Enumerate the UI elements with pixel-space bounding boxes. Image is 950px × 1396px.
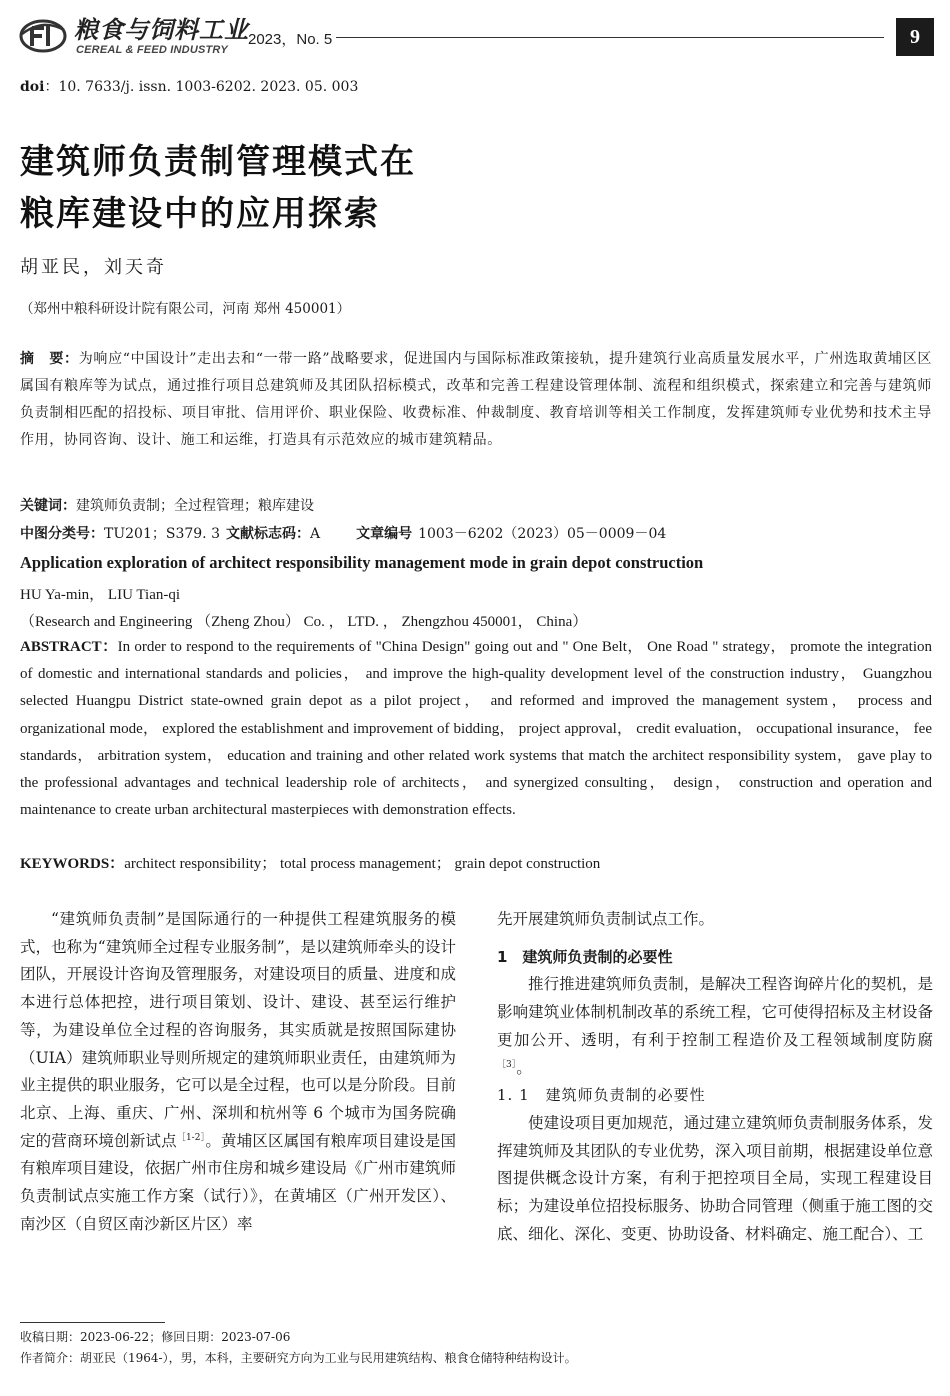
body-text: 推行推进建筑师负责制，是解决工程咨询碎片化的契机，是影响建筑业体制机制改革的系统工程，它可使得招标及主材设备更加公开、透明，有利于控制工程造价及工程领域制度防腐 [497, 975, 933, 1049]
keywords-cn-label: 关键词： [20, 498, 76, 514]
doc-code-label: 文献标志码： [225, 526, 310, 542]
abstract-cn-label: 摘 要： [20, 351, 79, 367]
keywords-cn-text: 建筑师负责制；全过程管理；粮库建设 [76, 498, 314, 514]
clc-label: 中图分类号： [20, 526, 104, 542]
abstract-cn [20, 346, 932, 454]
journal-name-cn: 粮食与饲料工业 [74, 15, 249, 44]
affiliation-en: （Research and Engineering （Zheng Zhou） Co. ， LTD. ， Zhengzhou 450001， China） [20, 614, 588, 630]
body-paragraph [20, 906, 456, 1238]
doi-label: doi [20, 79, 45, 95]
clc-value: TU201；S379. 3 [104, 526, 220, 542]
abstract-en [20, 634, 932, 824]
body-text: 。黄埔区区属国有粮库项目建设是国有粮库项目建设，依据广州市住房和城乡建设局《广州市建筑师负责制试点实施工作方案（试行）》，在黄埔区（广州开发区）、南沙区（自贸区南沙新区片区）率 [20, 1131, 456, 1233]
body-paragraph [497, 971, 933, 1082]
keywords-cn [20, 495, 314, 515]
page-title-line-1: 建筑师负责制管理模式在 [20, 142, 416, 182]
body-text: 。 [516, 1058, 532, 1077]
body-paragraph: 使建设项目更加规范，通过建立建筑师负责制服务体系，发挥建筑师及其团队的专业优势，深入项目前期，根据建设单位意图提供概念设计方案，有利于把控项目全局，实现工程建设目标；为建设单位招投标服务、协助合同管理（侧重于施工图的交底、细化、深化、变更、协助设备、材料确定、施工配合）、工 [497, 1113, 933, 1243]
article-number-label: 文章编号 [356, 526, 413, 542]
authors-en: HU Ya-min， LIU Tian-qi [20, 587, 181, 603]
classification-line [20, 523, 666, 543]
issue-info: 2023，No. 5 [248, 31, 333, 48]
body-column-left [20, 906, 456, 1238]
citation-ref: ［1-2］ [176, 1132, 206, 1143]
received-dates: 收稿日期：2023-06-22；修回日期：2023-07-06 [20, 1330, 291, 1344]
header-divider [336, 37, 884, 38]
citation-ref: ［3］ [497, 1059, 517, 1070]
body-text: “建筑师负责制”是国际通行的一种提供工程建筑服务的模式，也称为“建筑师全过程专业服务制”，是以建筑师牵头的设计团队，开展设计咨询及管理服务，对建设项目的质量、进度和成本进行总体把控，进行项目策划、设计、建设、甚至运行维护等，为建设单位全过程的咨询服务，其实质就是按照国际建协（UIA）建筑师职业导则所规定的建筑师职业责任，由建筑师为业主提供的职业服务，它可以是全过程，也可以是分阶段。目前北京、上海、重庆、广州、深圳和杭州等 6 个城市为国务院确定的营商环境创新试点 [20, 910, 456, 1150]
body-column-right [497, 906, 933, 1248]
section-heading-1-1: 1. 1 建筑师负责制的必要性 [497, 1086, 706, 1105]
abstract-en-text: In order to respond to the requirements of "China Design" going out and " One Belt， One Road " strategy， promote the integration of domestic and international standards and policies， and improve the high-quality development level of the construction industry， Guangzhou selected Huangpu District state-owned grain depot as a pilot project， and reformed and improved the management system， process and organizational mode， explored the establishment and improvement of bidding， project approval， credit evaluation， occupational insurance， fee standards， arbitration system， education and training and other related work systems that match the architect responsibility system， gave play to the professional advantages and technical leadership role of architects， and synergized consulting， design， construction and operation and maintenance to create urban architectural masterpieces with demonstration effects. [20, 639, 932, 819]
doi-value: ：10. 7633/j. issn. 1003-6202. 2023. 05. 003 [44, 79, 359, 95]
body-paragraph: 先开展建筑师负责制试点工作。 [497, 910, 715, 928]
abstract-en-label: ABSTRACT： [20, 639, 118, 655]
keywords-en-text: architect responsibility； total process management； grain depot construction [124, 856, 601, 872]
article-number-value: 1003－6202（2023）05－0009－04 [418, 526, 667, 542]
footnote-divider [20, 1322, 165, 1323]
journal-name-en: CEREAL & FEED INDUSTRY [76, 44, 228, 56]
keywords-en [20, 852, 600, 873]
page-number-badge: 9 [896, 18, 934, 56]
author-bio: 作者简介：胡亚民（1964-），男，本科，主要研究方向为工业与民用建筑结构、粮食仓储特种结构设计。 [20, 1351, 577, 1365]
abstract-cn-text: 为响应“中国设计”走出去和“一带一路”战略要求，促进国内与国际标准政策接轨，提升建筑行业高质量发展水平，广州选取黄埔区区属国有粮库等为试点，通过推行项目总建筑师及其团队招标模式，改革和完善工程建设管理体制、流程和组织模式，探索建立和完善与建筑师负责制相匹配的招投标、项目审批、信用评价、职业保险、收费标准、仲裁制度、教育培训等相关工作制度，发挥建筑师专业优势和技术主导作用，协同咨询、设计、施工和运维，打造具有示范效应的城市建筑精品。 [20, 351, 932, 448]
keywords-en-label: KEYWORDS： [20, 856, 125, 872]
doc-code-value: A [309, 526, 321, 542]
title-en: Application exploration of architect responsibility management mode in grain depot construction [20, 553, 704, 572]
page-title-line-2: 粮库建设中的应用探索 [20, 194, 380, 234]
section-heading-1: 1 建筑师负责制的必要性 [497, 947, 673, 966]
journal-logo-icon [18, 14, 68, 54]
doi-line [20, 76, 358, 96]
authors: 胡亚民，刘天奇 [20, 257, 167, 278]
affiliation: （郑州中粮科研设计院有限公司，河南 郑州 450001） [20, 301, 351, 317]
